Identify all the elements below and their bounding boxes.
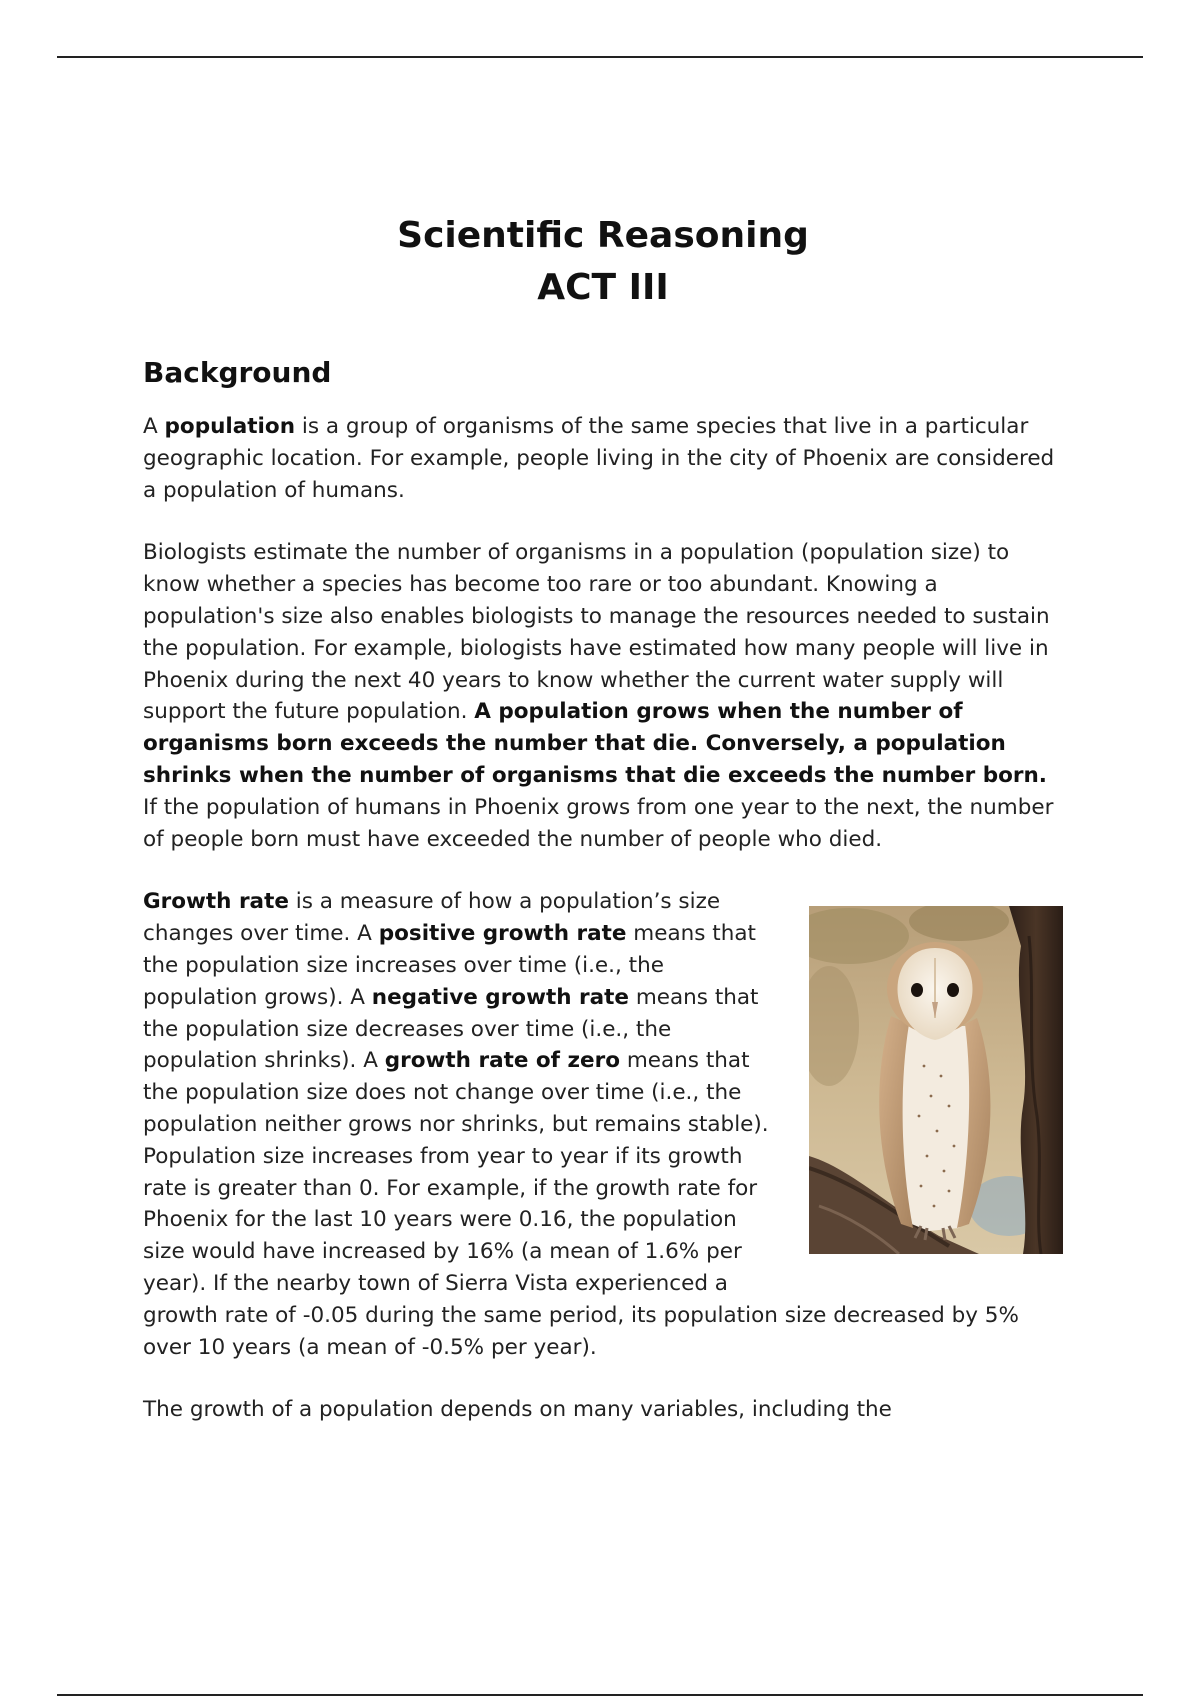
bold-statement: A population grows when the number of organisms born exceeds the number that die. Conversely, a population shrinks when the number of organisms that die exceeds the number born. bbox=[143, 699, 1047, 788]
document-page bbox=[143, 210, 1063, 1457]
paragraph-growth-rate bbox=[143, 886, 1063, 1363]
bottom-rule bbox=[57, 1694, 1143, 1696]
page-title bbox=[143, 210, 1063, 314]
paragraph-growth-variables bbox=[143, 1394, 1063, 1426]
bold-term: negative growth rate bbox=[371, 984, 629, 1010]
title-line-1: Scientific Reasoning bbox=[397, 215, 809, 256]
barn-owl-photo bbox=[809, 906, 1063, 1254]
title-line-2: ACT III bbox=[537, 267, 669, 308]
text-run: A bbox=[143, 414, 165, 439]
paragraph-population bbox=[143, 411, 1063, 506]
text-run: If the population of humans in Phoenix grows from one year to the next, the number of people born must have exceeded the number of people who died. bbox=[143, 794, 1054, 852]
text-run: The growth of a population depends on many variables, including the bbox=[143, 1397, 892, 1423]
text-run: means that the population size increases over time (i.e., the population grows). A bbox=[143, 921, 756, 1010]
section-heading: Background bbox=[143, 356, 332, 389]
top-rule bbox=[57, 56, 1143, 58]
text-run: is a measure of how a population’s size changes over time. A bbox=[143, 889, 721, 947]
text-run: is a group of organisms of the same species that live in a particular geographic location. For example, people living in the city of Phoenix are considered a population of humans. bbox=[143, 414, 1055, 503]
bold-term: Growth rate bbox=[143, 889, 289, 915]
text-run: means that the population size does not change over time (i.e., the population neither grows nor shrinks, but remains stable). Population size increases from year to year if its growth rate is greater than 0. For example, if the growth rate for Phoenix for the last 10 years were 0.16, the population size would have increased by 16% (a mean of 1.6% per year). If the nearby town of Sierra Vista experienced a growth rate of -0.05 during the same period, its population size decreased by 5% over 10 years (a mean of -0.5% per year). bbox=[143, 1048, 1019, 1360]
bold-term: growth rate of zero bbox=[384, 1048, 620, 1074]
text-run: means that the population size decreases over time (i.e., the population shrinks). A bbox=[143, 984, 759, 1074]
bold-term: population bbox=[164, 414, 296, 439]
text-run: Biologists estimate the number of organisms in a population (population size) to know whether a species has become too rare or too abundant. Knowing a population's size also enables biologists to manage the resources needed to sustain the population. For example, biologists have estimated how many people will live in Phoenix during the next 40 years to know whether the current water supply will support the future population. bbox=[143, 540, 1050, 725]
paragraph-population-size bbox=[143, 537, 1063, 855]
bold-term: positive growth rate bbox=[378, 921, 627, 947]
